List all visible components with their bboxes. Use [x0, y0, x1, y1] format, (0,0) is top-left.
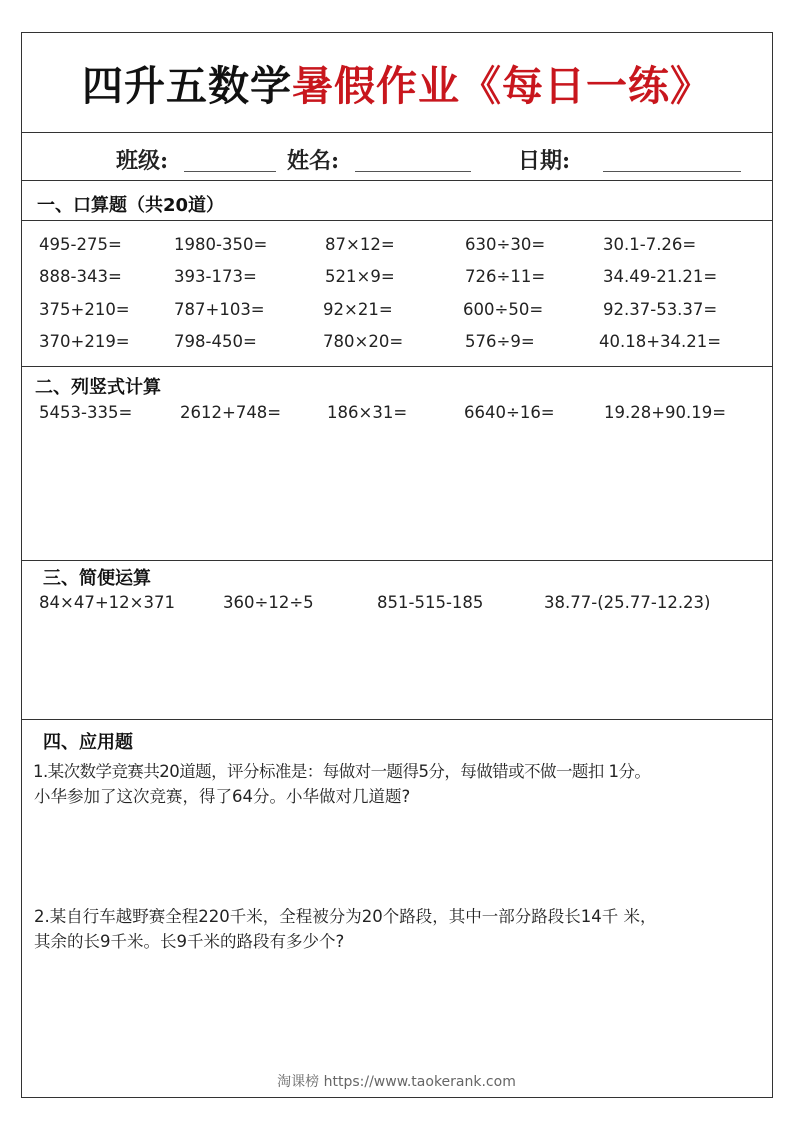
divider	[22, 560, 772, 561]
title-highlight: 暑假作业《每日一练》	[292, 62, 712, 110]
oral-problem: 888-343=	[39, 267, 122, 286]
simplify-problem: 360÷12÷5	[223, 593, 314, 612]
section4-heading: 四、应用题	[43, 732, 133, 753]
worksheet	[21, 32, 773, 1098]
title-main: 四升五数学	[82, 62, 292, 110]
word-problem-line: 1.某次数学竞赛共20道题，评分标准是：每做对一题得5分，每做错或不做一题扣 1分。	[33, 762, 651, 781]
oral-problem: 726÷11=	[465, 267, 546, 286]
word-problem-line: 2.某自行车越野赛全程220千米，全程被分为20个路段，其中一部分路段长14千 米，	[34, 907, 657, 926]
name-blank	[355, 171, 471, 172]
word-problem-line: 其余的长9千米。长9千米的路段有多少个?	[34, 932, 345, 951]
word-problem-1	[34, 759, 774, 809]
class-blank	[184, 171, 276, 172]
word-problem-2	[34, 904, 774, 954]
oral-problem: 1980-350=	[174, 235, 268, 254]
vertical-calc-problem: 19.28+90.19=	[604, 403, 727, 422]
date-label: 日期:	[518, 148, 571, 174]
oral-problem: 375+210=	[39, 300, 130, 319]
oral-problem: 600÷50=	[463, 300, 544, 319]
oral-problem: 92×21=	[323, 300, 393, 319]
divider	[22, 220, 772, 221]
oral-problem: 40.18+34.21=	[599, 332, 722, 351]
divider	[22, 719, 772, 720]
student-info-row	[22, 133, 772, 181]
vertical-calc-problem: 2612+748=	[180, 403, 282, 422]
section2-heading: 二、列竖式计算	[35, 377, 161, 398]
simplify-problem: 851-515-185	[377, 593, 484, 612]
oral-problem: 34.49-21.21=	[603, 267, 718, 286]
oral-problem: 798-450=	[174, 332, 257, 351]
oral-problem: 787+103=	[174, 300, 265, 319]
oral-problem: 521×9=	[325, 267, 395, 286]
word-problem-line: 小华参加了这次竞赛，得了64分。小华做对几道题?	[34, 787, 411, 806]
simplify-problem: 84×47+12×371	[39, 593, 175, 612]
oral-problem: 630÷30=	[465, 235, 546, 254]
vertical-calc-problem: 6640÷16=	[464, 403, 555, 422]
footer-watermark: 淘课榜 https://www.taokerank.com	[277, 1074, 516, 1090]
vertical-calc-problem: 186×31=	[327, 403, 408, 422]
divider	[22, 366, 772, 367]
page-title	[22, 33, 772, 133]
section1-heading: 一、口算题（共20道）	[37, 195, 225, 216]
vertical-calc-problem: 5453-335=	[39, 403, 133, 422]
oral-problem: 495-275=	[39, 235, 122, 254]
date-blank	[603, 171, 741, 172]
class-label: 班级:	[116, 148, 169, 174]
simplify-problem: 38.77-(25.77-12.23)	[544, 593, 711, 612]
oral-problem: 576÷9=	[465, 332, 535, 351]
oral-problem: 87×12=	[325, 235, 395, 254]
oral-problem: 393-173=	[174, 267, 257, 286]
name-label: 姓名:	[287, 148, 340, 174]
oral-problem: 30.1-7.26=	[603, 235, 697, 254]
oral-problem: 370+219=	[39, 332, 130, 351]
oral-problem: 780×20=	[323, 332, 404, 351]
oral-problem: 92.37-53.37=	[603, 300, 718, 319]
section3-heading: 三、简便运算	[43, 568, 151, 589]
